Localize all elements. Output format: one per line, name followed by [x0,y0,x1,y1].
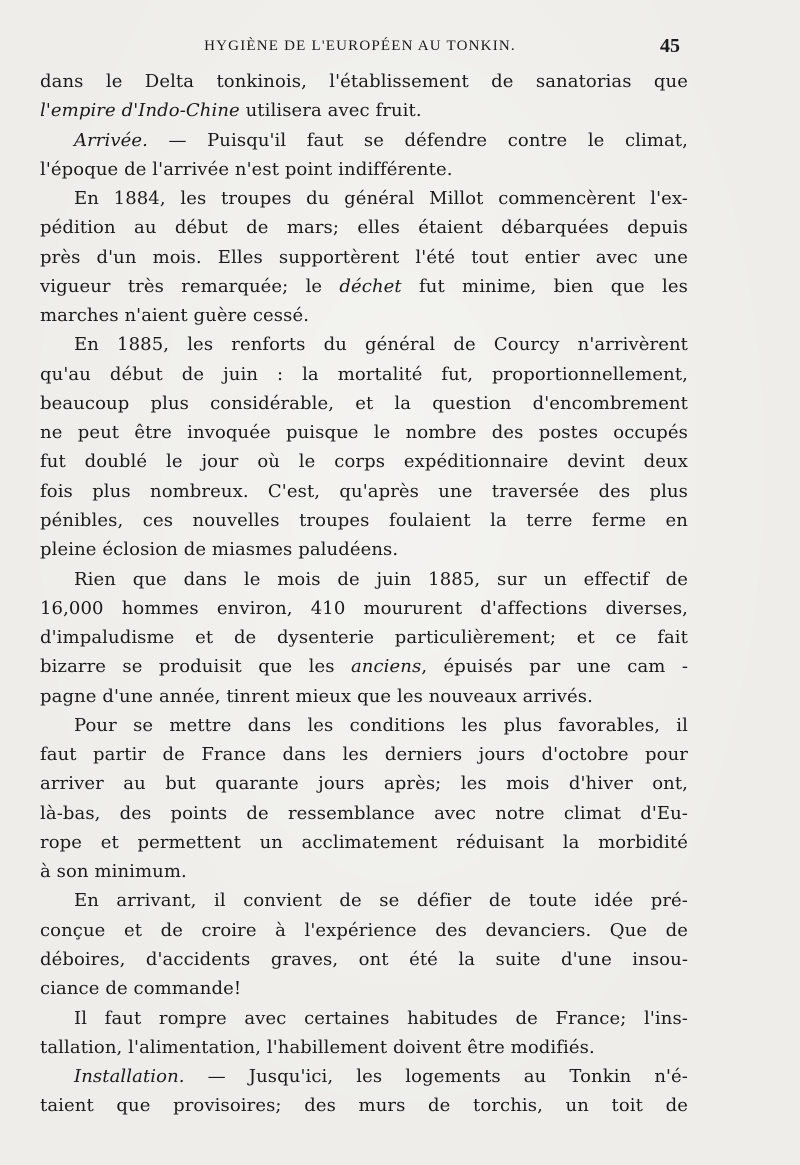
text-line [40,126,688,155]
page-number: 45 [660,35,680,57]
text-segment: qu'au début de juin : la mortalité fut, proportionnellement, [40,363,688,385]
text-line [40,799,688,828]
italic-text: anciens [350,656,422,678]
text-segment: pagne d'une année, tinrent mieux que les nouveaux arrivés. [40,685,593,707]
italic-text: Installation. [74,1066,185,1088]
body-text [40,67,688,1121]
text-line [40,96,688,125]
text-line [40,594,688,623]
text-segment: tallation, l'alimentation, l'habillement doivent être modifiés. [40,1036,595,1058]
text-line [40,1033,688,1062]
text-segment: — Puisqu'il faut se défendre contre le climat, [147,129,688,151]
text-segment: Rien que dans le mois de juin 1885, sur un effectif de [74,568,688,590]
text-line [40,243,688,272]
text-line [40,945,688,974]
text-segment: beaucoup plus considérable, et la question d'encombrement [40,392,688,414]
text-segment: Il faut rompre avec certaines habitudes de France; l'ins- [74,1007,688,1029]
text-line [40,711,688,740]
text-line [40,740,688,769]
running-title: HYGIÈNE DE L'EUROPÉEN AU TONKIN. [204,38,516,54]
text-line [40,623,688,652]
text-line [40,67,688,96]
text-segment: dans le Delta tonkinois, l'établissement de sanatorias que [40,71,688,92]
text-line [40,360,688,389]
text-segment: d'impaludisme et de dysenterie particulièrement; et ce fait [40,627,688,649]
italic-text: l'empire d'Indo-Chine [40,100,240,122]
text-line [40,272,688,301]
text-segment: marches n'aient guère cessé. [40,305,310,327]
text-segment: fut minime, bien que les [401,275,688,297]
text-line [40,652,688,681]
text-segment: arriver au but quarante jours après; les mois d'hiver ont, [40,773,688,795]
text-line [40,184,688,213]
text-segment: pénibles, ces nouvelles troupes foulaient la terre ferme en [40,509,688,531]
text-line [40,565,688,594]
text-segment: vigueur très remarquée; le [40,275,340,297]
text-line [40,916,688,945]
text-line [40,535,688,564]
text-line [40,828,688,857]
text-segment: , épuisés par une cam - [421,656,688,678]
text-line [40,682,688,711]
text-segment: En 1884, les troupes du général Millot commencèrent l'ex- [74,188,688,210]
text-segment: En 1885, les renforts du général de Courcy n'arrivèrent [74,334,688,356]
text-segment: déboires, d'accidents graves, ont été la suite d'une insou- [40,948,688,970]
text-line [40,301,688,330]
text-segment: pédition au début de mars; elles étaient débarquées depuis [40,217,688,239]
text-segment: — Jusqu'ici, les logements au Tonkin n'é- [184,1066,688,1088]
text-line [40,769,688,798]
text-segment: conçue et de croire à l'expérience des devanciers. Que de [40,919,688,941]
text-segment: pleine éclosion de miasmes paludéens. [40,539,399,561]
text-segment: près d'un mois. Elles supportèrent l'été tout entier avec une [40,246,688,268]
text-segment: bizarre se produisit que les [40,656,351,678]
text-line [40,506,688,535]
text-segment: Pour se mettre dans les conditions les plus favorables, il [74,714,688,736]
italic-text: déchet [339,275,402,297]
text-line [40,389,688,418]
text-line [40,857,688,886]
text-segment: là-bas, des points de ressemblance avec notre climat d'Eu- [40,802,688,824]
text-line [40,974,688,1003]
text-segment: utilisera avec fruit. [239,100,422,122]
text-line [40,418,688,447]
text-line [40,1004,688,1033]
text-segment: ne peut être invoquée puisque le nombre des postes occupés [40,422,688,444]
text-line [40,213,688,242]
text-line [40,330,688,359]
text-segment: à son minimum. [40,861,187,883]
text-segment: taient que provisoires; des murs de torchis, un toit de [40,1095,688,1117]
text-line [40,155,688,184]
italic-text: Arrivée. [74,129,148,151]
text-line [40,1091,688,1120]
text-segment: En arrivant, il convient de se défier de toute idée pré- [74,890,688,912]
text-line [40,447,688,476]
text-line [40,886,688,915]
text-segment: fois plus nombreux. C'est, qu'après une traversée des plus [40,480,688,502]
text-line [40,1062,688,1091]
text-segment: rope et permettent un acclimatement réduisant la morbidité [40,831,688,853]
text-segment: faut partir de France dans les derniers jours d'octobre pour [40,744,688,766]
text-segment: ciance de commande! [40,978,242,1000]
text-segment: fut doublé le jour où le corps expéditionnaire devint deux [40,451,688,473]
text-segment: 16,000 hommes environ, 410 moururent d'affections diverses, [40,597,688,619]
text-segment: l'époque de l'arrivée n'est point indifférente. [40,158,453,180]
running-head [40,34,680,58]
text-line [40,477,688,506]
